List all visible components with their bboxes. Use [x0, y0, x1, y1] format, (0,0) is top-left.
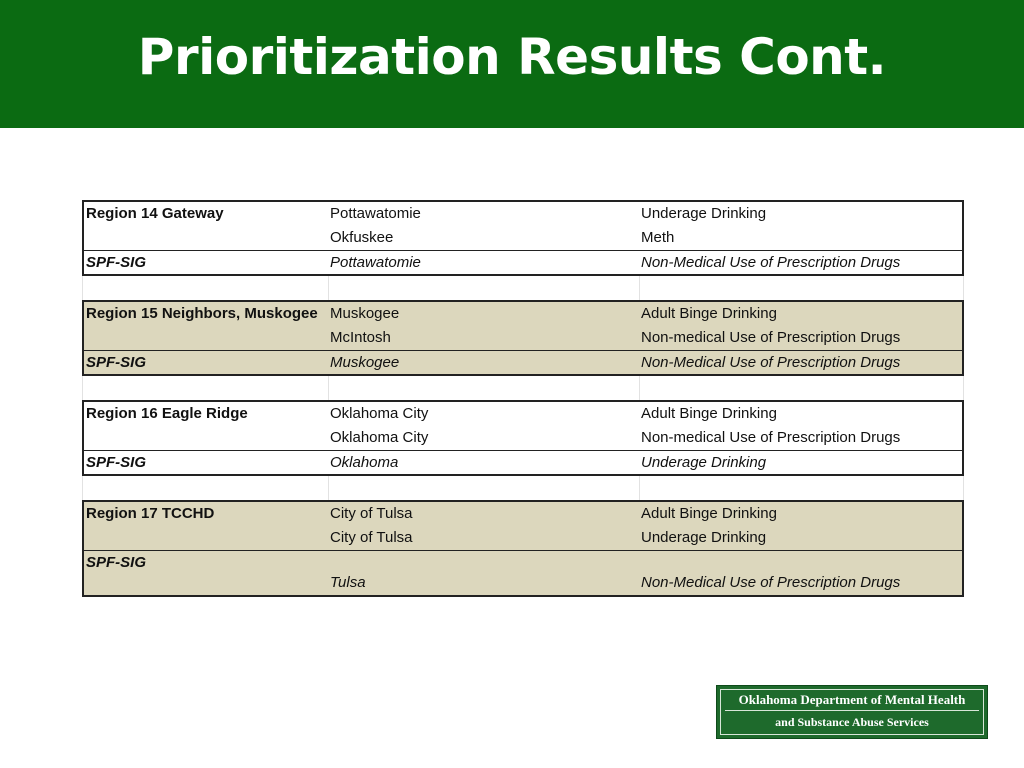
county-cell: McIntosh: [330, 329, 391, 346]
table-row: [84, 526, 962, 550]
priority-cell: Underage Drinking: [641, 205, 767, 222]
logo-line-2: and Substance Abuse Services: [775, 715, 929, 729]
county-cell: City of Tulsa: [330, 529, 413, 546]
county-cell: Oklahoma City: [330, 429, 429, 446]
title-bar: [0, 0, 1024, 128]
priority-cell: Adult Binge Drinking: [641, 305, 777, 322]
table-row: [84, 402, 962, 426]
spf-county-cell: Muskogee: [330, 354, 400, 371]
spf-county-cell: Pottawatomie: [330, 254, 421, 271]
county-cell: Pottawatomie: [330, 205, 421, 222]
spf-sig-row: [84, 250, 962, 274]
priority-cell: Adult Binge Drinking: [641, 405, 777, 422]
spacer-row: [82, 376, 964, 400]
spf-sig-label: SPF-SIG: [86, 354, 147, 371]
priority-cell: Underage Drinking: [641, 529, 767, 546]
region-name: Region 17 TCCHD: [86, 505, 215, 522]
spf-county-cell: Tulsa: [330, 574, 366, 591]
spf-priority-cell: Underage Drinking: [641, 454, 767, 471]
table-row: [84, 302, 962, 326]
spf-sig-row: [84, 550, 962, 595]
table-row: [84, 202, 962, 226]
table-row: [84, 426, 962, 450]
odmhsas-logo: [716, 685, 988, 739]
region-block: [82, 500, 964, 597]
spf-priority-cell: Non-Medical Use of Prescription Drugs: [641, 574, 901, 591]
table-row: [84, 226, 962, 250]
spf-sig-label: SPF-SIG: [86, 254, 147, 271]
county-cell: Oklahoma City: [330, 405, 429, 422]
region-name: Region 16 Eagle Ridge: [86, 405, 248, 422]
region-name: Region 14 Gateway: [86, 205, 224, 222]
region-name: Region 15 Neighbors, Muskogee: [86, 305, 318, 322]
table-row: [84, 502, 962, 526]
logo-line-1: Oklahoma Department of Mental Health: [738, 692, 966, 707]
spf-county-cell: Oklahoma: [330, 454, 399, 471]
priority-cell: Meth: [641, 229, 675, 246]
spacer-row: [82, 276, 964, 300]
priority-cell: Non-medical Use of Prescription Drugs: [641, 429, 901, 446]
county-cell: Okfuskee: [330, 229, 394, 246]
spf-priority-cell: Non-Medical Use of Prescription Drugs: [641, 354, 901, 371]
spf-sig-row: [84, 450, 962, 474]
spf-sig-row: [84, 350, 962, 374]
region-block: [82, 200, 964, 276]
page-title: Prioritization Results Cont.: [137, 28, 887, 86]
region-block: [82, 300, 964, 376]
table-row: [84, 326, 962, 350]
spf-priority-cell: Non-Medical Use of Prescription Drugs: [641, 254, 901, 271]
county-cell: City of Tulsa: [330, 505, 413, 522]
region-block: [82, 400, 964, 476]
spf-sig-label: SPF-SIG: [86, 454, 147, 471]
spf-sig-label: SPF-SIG: [86, 554, 147, 571]
priority-cell: Non-medical Use of Prescription Drugs: [641, 329, 901, 346]
prioritization-table: [82, 200, 964, 597]
county-cell: Muskogee: [330, 305, 400, 322]
priority-cell: Adult Binge Drinking: [641, 505, 777, 522]
spacer-row: [82, 476, 964, 500]
